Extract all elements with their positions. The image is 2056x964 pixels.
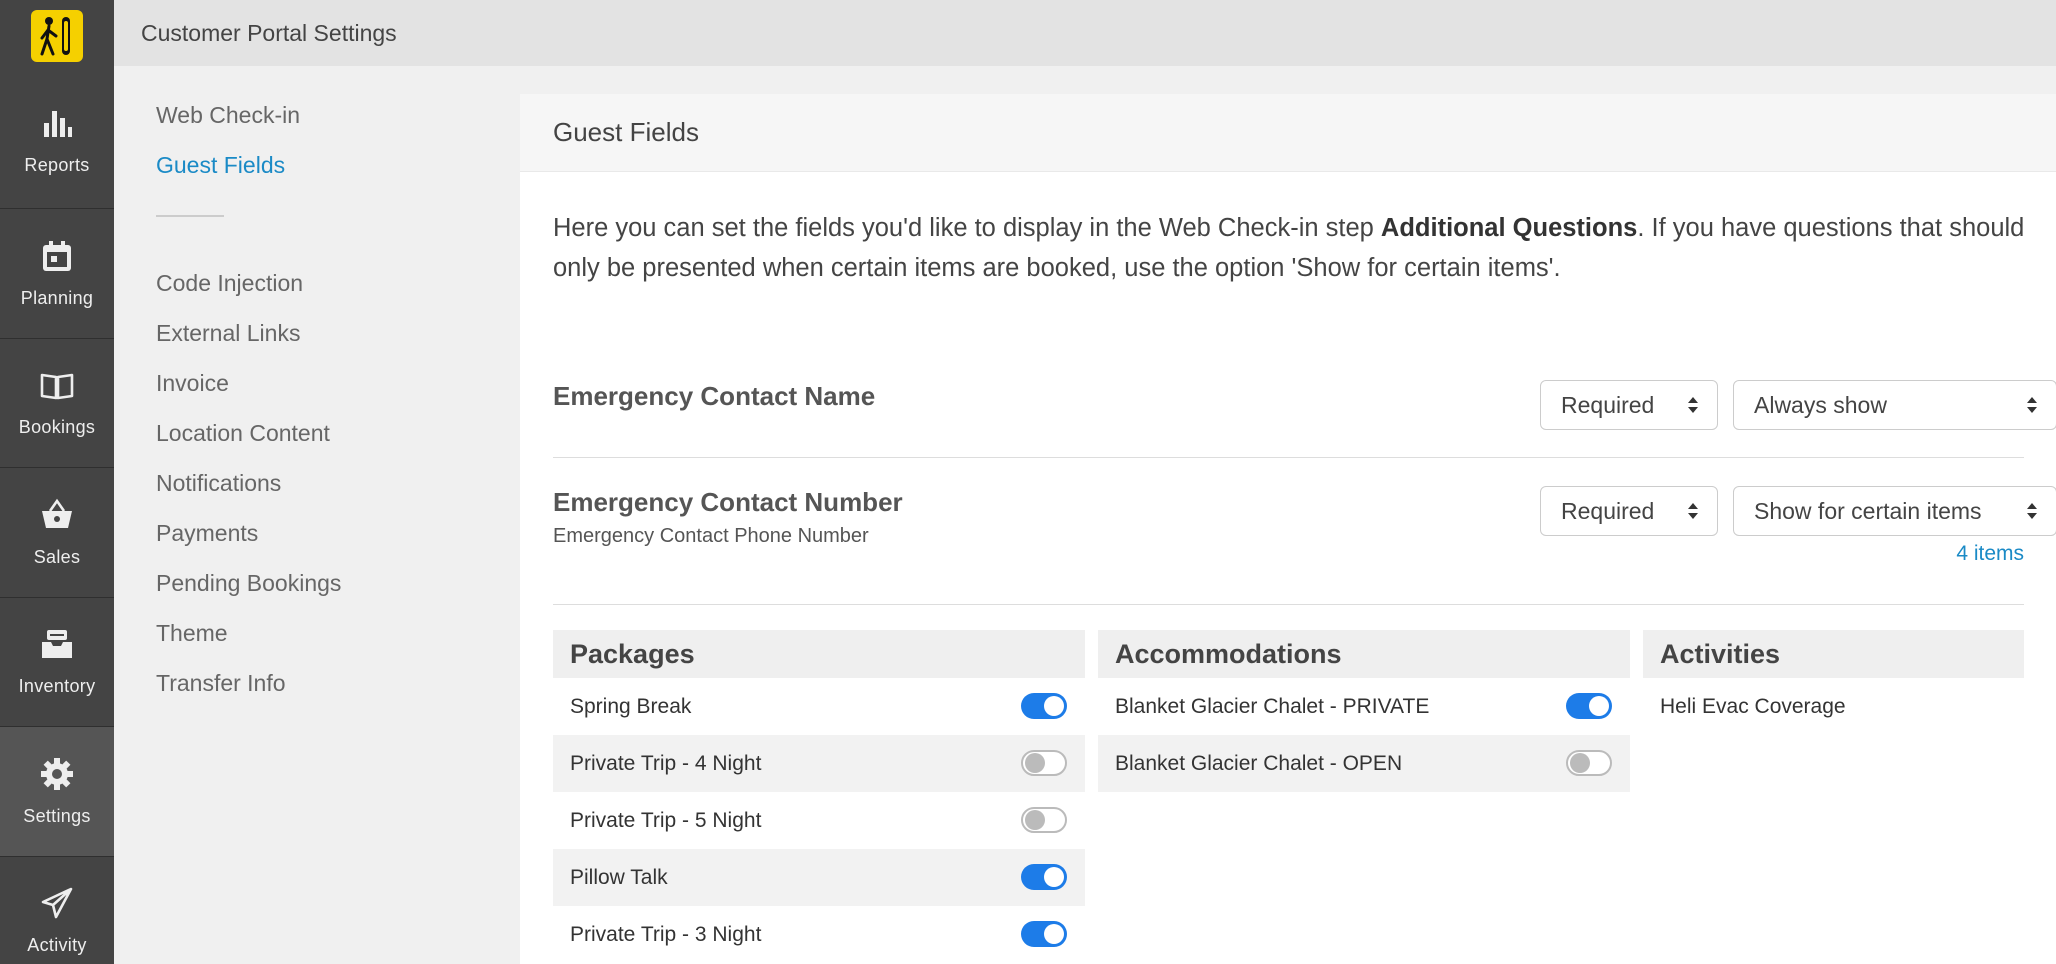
field-row — [553, 458, 2024, 605]
nav-settings[interactable] — [0, 726, 114, 856]
calendar-icon — [39, 238, 75, 274]
list-item: Private Trip - 3 Night — [553, 906, 1085, 963]
enable-toggle[interactable] — [1021, 921, 1067, 947]
list-item: Pillow Talk — [553, 849, 1085, 906]
column-header: Packages — [553, 630, 1085, 678]
enable-toggle[interactable] — [1021, 750, 1067, 776]
gear-icon — [39, 756, 75, 792]
enable-toggle[interactable] — [1021, 693, 1067, 719]
list-item: Spring Break — [553, 678, 1085, 735]
nav-sales[interactable] — [0, 467, 114, 597]
field-row — [553, 344, 2024, 458]
card-title: Guest Fields — [553, 117, 699, 147]
enable-toggle[interactable] — [1566, 750, 1612, 776]
accommodations-column — [1098, 630, 1630, 792]
sort-arrows-icon — [1687, 501, 1699, 521]
enable-toggle[interactable] — [1566, 693, 1612, 719]
packages-column — [553, 630, 1085, 963]
list-item: Heli Evac Coverage — [1660, 694, 1846, 718]
submenu-divider — [156, 215, 224, 217]
top-header — [114, 0, 2056, 66]
basket-icon — [39, 497, 75, 533]
card-header — [520, 94, 2056, 172]
paper-plane-icon — [39, 885, 75, 921]
book-icon — [39, 367, 75, 403]
enable-toggle[interactable] — [1021, 807, 1067, 833]
intro-text: Here you can set the fields you'd like to display in the Web Check-in step Additional Questions. If you have questions that should only be presented when certain items are booked, use the option 'Show for certain items'. — [553, 214, 2025, 282]
main-sidebar — [0, 0, 114, 964]
visibility-select[interactable]: Always show — [1733, 380, 2056, 430]
field-title: Emergency Contact Name — [553, 381, 876, 411]
submenu-item-web-check-in[interactable]: Web Check-in — [156, 102, 301, 128]
submenu-item-guest-fields[interactable]: Guest Fields — [156, 152, 286, 178]
list-item: Private Trip - 5 Night — [553, 792, 1085, 849]
nav-activity[interactable] — [0, 856, 114, 964]
nav-label: Inventory — [18, 676, 96, 697]
column-header: Activities — [1643, 630, 2024, 678]
field-title: Emergency Contact Number — [553, 487, 903, 517]
bar-chart-icon — [39, 105, 75, 141]
column-header: Accommodations — [1098, 630, 1630, 678]
enable-toggle[interactable] — [1021, 864, 1067, 890]
nav-label: Activity — [27, 935, 87, 956]
sort-arrows-icon — [2026, 395, 2038, 415]
nav-label: Sales — [33, 546, 81, 567]
list-item: Blanket Glacier Chalet - OPEN — [1098, 735, 1630, 792]
activities-column — [1643, 630, 2024, 735]
nav-bookings[interactable] — [0, 338, 114, 468]
items-count-link[interactable]: 4 items — [1956, 542, 2024, 565]
guest-fields-card — [520, 94, 2056, 964]
nav-label: Reports — [24, 154, 90, 175]
submenu-item-payments[interactable]: Payments — [156, 520, 259, 546]
submenu-item-pending-bookings[interactable]: Pending Bookings — [156, 570, 342, 596]
inbox-icon — [39, 626, 75, 662]
hiker-logo-icon — [31, 10, 83, 62]
submenu-item-location-content[interactable]: Location Content — [156, 420, 330, 446]
page-title: Customer Portal Settings — [141, 19, 397, 46]
submenu-item-external-links[interactable]: External Links — [156, 320, 301, 346]
field-subtitle: Emergency Contact Phone Number — [553, 525, 869, 547]
list-item: Blanket Glacier Chalet - PRIVATE — [1098, 678, 1630, 735]
nav-planning[interactable] — [0, 208, 114, 338]
required-select[interactable]: Required — [1540, 486, 1718, 536]
required-select[interactable]: Required — [1540, 380, 1718, 430]
submenu-item-theme[interactable]: Theme — [156, 620, 228, 646]
nav-reports[interactable] — [0, 72, 114, 208]
sort-arrows-icon — [1687, 395, 1699, 415]
submenu-item-invoice[interactable]: Invoice — [156, 370, 229, 396]
list-item: Private Trip - 4 Night — [553, 735, 1085, 792]
nav-inventory[interactable] — [0, 597, 114, 727]
nav-label: Planning — [20, 287, 94, 308]
nav-label: Bookings — [18, 417, 96, 438]
submenu-item-notifications[interactable]: Notifications — [156, 470, 282, 496]
submenu-item-code-injection[interactable]: Code Injection — [156, 270, 304, 296]
visibility-select[interactable]: Show for certain items — [1733, 486, 2056, 536]
submenu-item-transfer-info[interactable]: Transfer Info — [156, 670, 286, 696]
settings-submenu — [114, 66, 520, 964]
sort-arrows-icon — [2026, 501, 2038, 521]
nav-label: Settings — [23, 805, 91, 826]
logo[interactable] — [0, 0, 114, 72]
